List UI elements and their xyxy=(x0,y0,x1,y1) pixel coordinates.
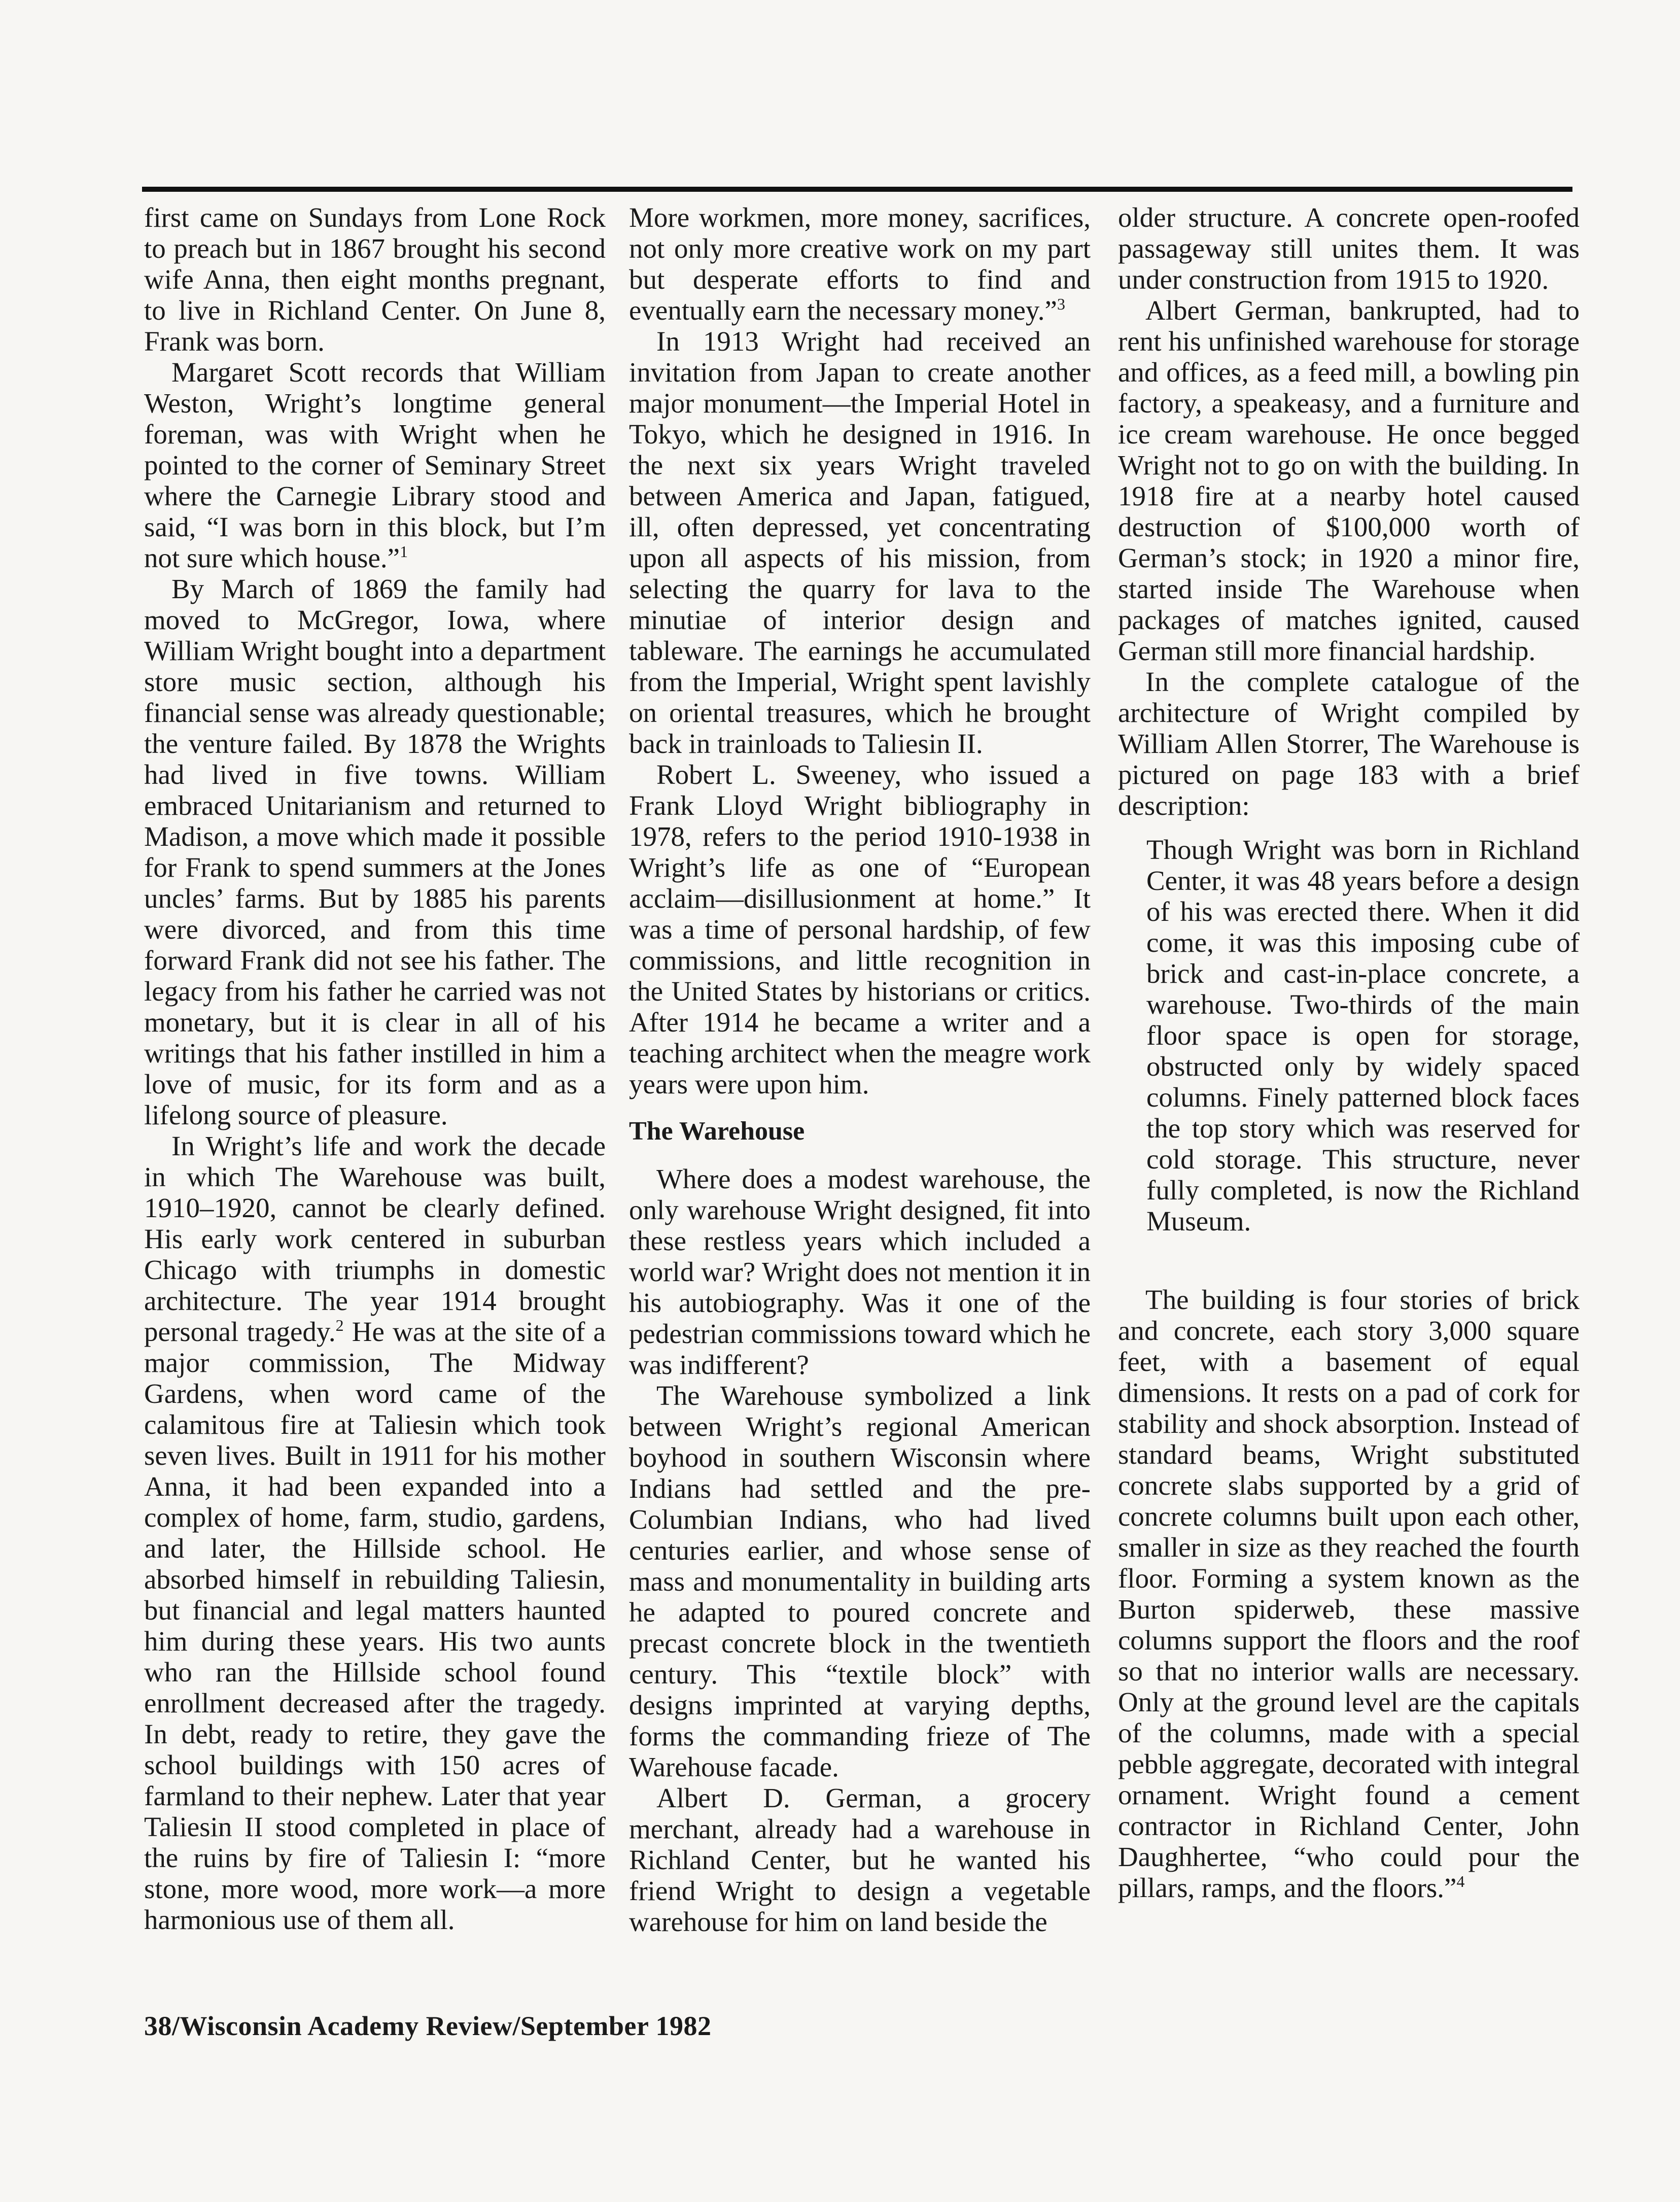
column-1 xyxy=(144,202,606,1935)
paragraph: first came on Sundays from Lone Rock to preach but in 1867 brought his second wife Anna, then eight months pregnant, to live in Richland Center. On June 8, Frank was born. xyxy=(144,202,606,357)
top-rule xyxy=(142,187,1572,192)
paragraph: Margaret Scott records that William Weston, Wright’s longtime general foreman, was with Wright when he pointed to the corner of Seminary Street where the Carnegie Library stood and said, “I was born in this block, but I’m not sure which house.”$^1$ xyxy=(144,357,606,573)
block-quote xyxy=(1146,834,1580,1236)
footnote-ref: 3 xyxy=(1057,295,1065,313)
paragraph: Albert German, bankrupted, had to rent his unfinished warehouse for storage and offices, as a feed mill, a bowling pin factory, a speakeasy, and a furniture and ice cream warehouse. He once begged Wright not to go on with the building. In 1918 fire at a nearby hotel caused destruction of $100,000 worth of German’s stock; in 1920 a minor fire, started inside The Warehouse when packages of matches ignited, caused German still more financial hardship. xyxy=(1118,295,1580,666)
quote-text: Though Wright was born in Richland Center, it was 48 years before a design of his was erected there. When it did come, it was this imposing cube of brick and cast-in-place concrete, a warehouse. Two-thirds of the main floor space is open for storage, obstructed only by widely spaced columns. Finely patterned block faces the top story which was reserved for cold storage. This structure, never fully completed, is now the Richland Museum. xyxy=(1146,834,1580,1236)
paragraph: More workmen, more money, sacrifices, not only more creative work on my part but desperate efforts to find and eventually earn the necessary money.”$^3$ xyxy=(629,202,1091,326)
paragraph: older structure. A concrete open-roofed passageway still unites them. It was under construction from 1915 to 1920. xyxy=(1118,202,1580,295)
paragraph: In 1913 Wright had received an invitation from Japan to create another major monument—the Imperial Hotel in Tokyo, which he designed in 1916. In the next six years Wright traveled between America and Japan, fatigued, ill, often depressed, yet concentrating upon all aspects of his mission, from selecting the quarry for lava to the minutiae of interior design and tableware. The earnings he accumulated from the Imperial, Wright spent lavishly on oriental treasures, which he brought back in trainloads to Taliesin II. xyxy=(629,326,1091,759)
paragraph: Robert L. Sweeney, who issued a Frank Lloyd Wright bibliography in 1978, refers to the period 1910-1938 in Wright’s life as one of “European acclaim—disillusionment at home.” It was a time of personal hardship, of few commissions, and little recognition in the United States by historians or critics. After 1914 he became a writer and a teaching architect when the meagre work years were upon him. xyxy=(629,759,1091,1099)
column-3 xyxy=(1118,202,1580,1903)
paragraph: By March of 1869 the family had moved to McGregor, Iowa, where William Wright bought into a department store music section, although his financial sense was already questionable; the venture failed. By 1878 the Wrights had lived in five towns. William embraced Unitarianism and returned to Madison, a move which made it possible for Frank to spend summers at the Jones uncles’ farms. But by 1885 his parents were divorced, and from this time forward Frank did not see his father. The legacy from his father he carried was not monetary, but it is clear in all of his writings that his father instilled in him a love of music, for its form and as a lifelong source of pleasure. xyxy=(144,573,606,1130)
paragraph: Albert D. German, a grocery merchant, already had a warehouse in Richland Center, but he wanted his friend Wright to design a vegetable warehouse for him on land beside the xyxy=(629,1782,1091,1937)
footnote-ref: 4 xyxy=(1456,1872,1465,1890)
spacer xyxy=(1118,1236,1580,1284)
paragraph: In the complete catalogue of the architecture of Wright compiled by William Allen Storrer, The Warehouse is pictured on page 183 with a brief description: xyxy=(1118,666,1580,821)
paragraph: In Wright’s life and work the decade in which The Warehouse was built, 1910–1920, cannot be clearly defined. His early work centered in suburban Chicago with triumphs in domestic architecture. The year 1914 brought personal tragedy.$^2$ He was at the site of a major commission, The Midway Gardens, when word came of the calamitous fire at Taliesin which took seven lives. Built in 1911 for his mother Anna, it had been expanded into a complex of home, farm, studio, gardens, and later, the Hillside school. He absorbed himself in rebuilding Taliesin, but financial and legal matters haunted him during these years. His two aunts who ran the Hillside school found enrollment decreased after the tragedy. In debt, ready to retire, they gave the school buildings with 150 acres of farmland to their nephew. Later that year Taliesin II stood completed in place of the ruins by fire of Taliesin I: “more stone, more wood, more work—a more harmonious use of them all. xyxy=(144,1130,606,1935)
section-heading: The Warehouse xyxy=(629,1117,805,1146)
paragraph: The building is four stories of brick and concrete, each story 3,000 square feet, with a basement of equal dimensions. It rests on a pad of cork for stability and shock absorption. Instead of standard beams, Wright substituted concrete slabs supported by a grid of concrete columns built upon each other, smaller in size as they reached the fourth floor. Forming a system known as the Burton spiderweb, these massive columns support the floors and the roof so that no interior walls are necessary. Only at the ground level are the capitals of the columns, made with a special pebble aggregate, decorated with integral ornament. Wright found a cement contractor in Richland Center, John Daughhertee, “who could pour the pillars, ramps, and the floors.”$^4$ xyxy=(1118,1284,1580,1903)
footnote-ref: 2 xyxy=(335,1316,344,1334)
column-2 xyxy=(629,202,1091,1937)
page-footer: 38/Wisconsin Academy Review/September 1982 xyxy=(144,2011,712,2041)
paragraph: Where does a modest warehouse, the only warehouse Wright designed, fit into these restless years which included a world war? Wright does not mention it in his autobiography. Was it one of the pedestrian commissions toward which he was indifferent? xyxy=(629,1163,1091,1380)
footnote-ref: 1 xyxy=(400,542,408,561)
paragraph: The Warehouse symbolized a link between Wright’s regional American boyhood in southern Wisconsin where Indians had settled and the pre-Columbian Indians, who had lived centuries earlier, and whose sense of mass and monumentality in building arts he adapted to poured concrete and precast concrete block in the twentieth century. This “textile block” with designs imprinted at varying depths, forms the commanding frieze of The Warehouse facade. xyxy=(629,1380,1091,1782)
